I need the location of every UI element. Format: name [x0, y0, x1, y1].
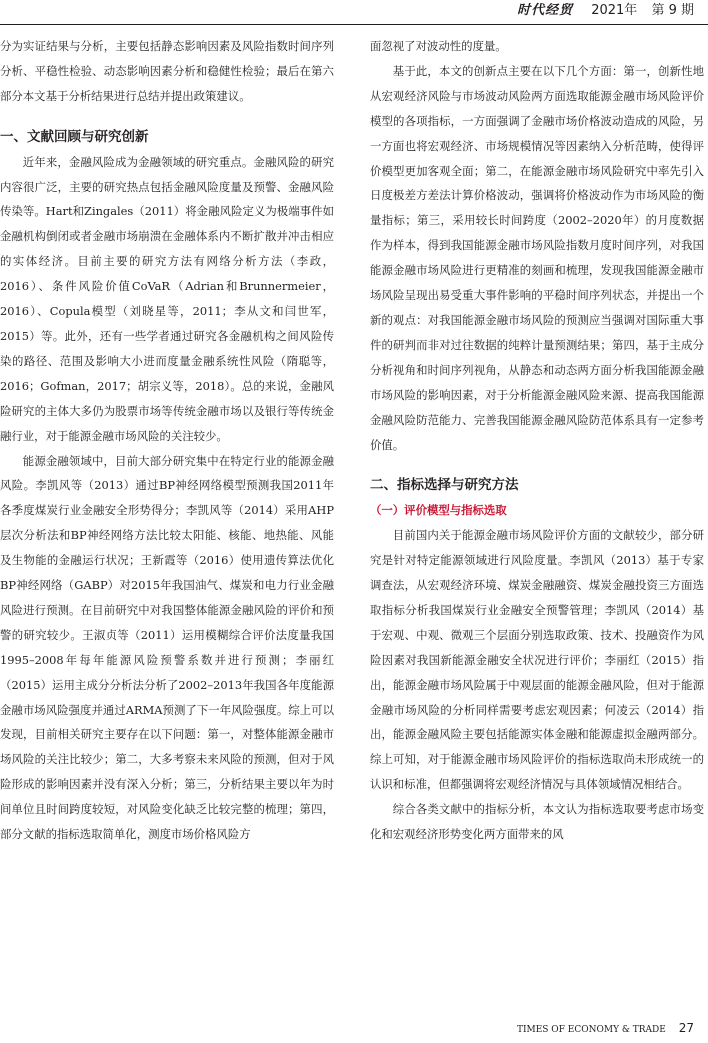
header-info: [517, 2, 694, 20]
paragraph: 综合各类文献中的指标分析，本文认为指标选取要考虑市场变化和宏观经济形势变化两方面带来的风: [370, 802, 704, 842]
right-column: [370, 34, 704, 847]
header-rule: [0, 24, 708, 25]
journal-name: TIMES OF ECONOMY & TRADE: [516, 1025, 666, 1035]
paragraph: 面忽视了对波动性的度量。: [370, 39, 507, 53]
paragraph: 分为实证结果与分析，主要包括静态影响因素及风险指数时间序列分析、平稳性检验、动态影响因素分析和稳健性检验；最后在第六部分本文基于分析结果进行总结并提出政策建议。: [0, 39, 334, 103]
paragraph: 近年来，金融风险成为金融领域的研究重点。金融风险的研究内容很广泛，主要的研究热点包括金融风险度量及预警、金融风险传染等。Hart和Zingales（2011）将金融风险定义为极端事件如金融机构倒闭或者金融市场崩溃在金融体系内不断扩散并冲击相应的实体经济。目前主要的研究方法有网络分析方法（李政，2016）、条件风险价值CoVaR（Adrian和Brunnermeier，2016）、Copula模型（刘晓星等，2011；李从文和闫世军，2015）等。此外，还有一些学者通过研究各金融机构之间风险传染的路径、范围及影响大小进而度量金融系统性风险（隋聪等，2016；Gofman，2017；胡宗义等，2018）。总的来说，金融风险研究的主体大多仍为股票市场等传统金融市场以及银行等传统金融行业，对于能源金融市场风险的关注较少。: [0, 154, 334, 443]
left-column: [0, 34, 334, 847]
magazine-name: 时代经贸: [517, 3, 574, 18]
page-footer: [517, 1021, 694, 1037]
section-heading: 一、文献回顾与研究创新: [0, 128, 149, 145]
issue-year: 2021年: [591, 3, 638, 18]
page-number: 27: [678, 1021, 694, 1035]
paragraph: 能源金融领域中，目前大部分研究集中在特定行业的能源金融风险。李凯风等（2013）通过BP神经网络模型预测我国2011年各季度煤炭行业金融安全形势得分；李凯风等（2014）采用AHP层次分析法和BP神经网络方法比较太阳能、核能、地热能、风能及生物能的金融运行状况；王新霞等（2016）使用遗传算法优化BP神经网络（GABP）对2015年我国油气、煤炭和电力行业金融风险进行预测。在目前研究中对我国整体能源金融风险的评价和预警的研究较少。王淑贞等（2011）运用模糊综合评价法度量我国1995–2008年每年能源风险预警系数并进行预测；李丽红（2015）运用主成分分析法分析了2002–2013年我国各年度能源金融市场风险强度并通过ARMA预测了下一年风险强度。综上可以发现，目前相关研究主要存在以下问题：第一，对整体能源金融市场风险的关注比较少；第二，大多考察未来风险的预测，但对于风险形成的影响因素并没有深入分析；第三，分析结果主要以年为时间单位且时间跨度较短，对风险变化缺乏比较完整的梳理；第四，部分文献的指标选取简单化，测度市场价格风险方: [0, 453, 334, 842]
paragraph: 基于此，本文的创新点主要在以下几个方面：第一，创新性地从宏观经济风险与市场波动风险两方面选取能源金融市场风险评价模型的各项指标，一方面强调了金融市场价格波动造成的风险，另一方面也将宏观经济、市场规模情况等因素纳入分析范畴，使得评价模型更加客观全面；第二，在能源金融市场风险研究中率先引入日度极差方差法计算价格波动，强调将价格波动作为市场风险的衡量指标；第三，采用较长时间跨度（2002–2020年）的月度数据作为样本，得到我国能源金融市场风险指数月度时间序列，对我国能源金融市场风险进行更精准的刻画和梳理，发现我国能源金融市场风险呈现出易受重大事件影响的平稳时间序列状态，并提出一个新的观点：对我国能源金融市场风险的预测应当强调对国际重大事件的研判而非对过往数据的纯粹计量预测结果；第四，基于主成分分析视角和时间序列视角，从静态和动态两方面分析我国能源金融市场风险的影响因素，对于分析能源金融风险来源、提高我国能源金融风险防范能力、完善我国能源金融风险防范体系具有一定参考价值。: [370, 63, 704, 452]
page-header: [0, 0, 708, 26]
section-heading: 二、指标选择与研究方法: [370, 477, 519, 494]
subsection-heading: （一）评价模型与指标选取: [370, 503, 507, 518]
paragraph: 目前国内关于能源金融市场风险评价方面的文献较少，部分研究是针对特定能源领域进行风险度量。李凯风（2013）基于专家调查法，从宏观经济环境、煤炭金融融资、煤炭金融投资三方面选取指标分析我国煤炭行业金融安全预警管理；李凯风（2014）基于宏观、中观、微观三个层面分别选取政策、技术、投融资作为风险因素对我国新能源金融安全状况进行评价；李丽红（2015）指出，能源金融市场风险属于中观层面的能源金融风险，但对于能源金融市场风险的分析同样需要考虑宏观因素；何凌云（2014）指出，能源金融风险主要包括能源实体金融和能源虚拟金融两部分。综上可知，对于能源金融市场风险评价的指标选取尚未形成统一的认识和标准，但都强调将宏观经济情况与具体领域情况相结合。: [370, 528, 704, 792]
issue-number: 第 9 期: [651, 3, 694, 18]
